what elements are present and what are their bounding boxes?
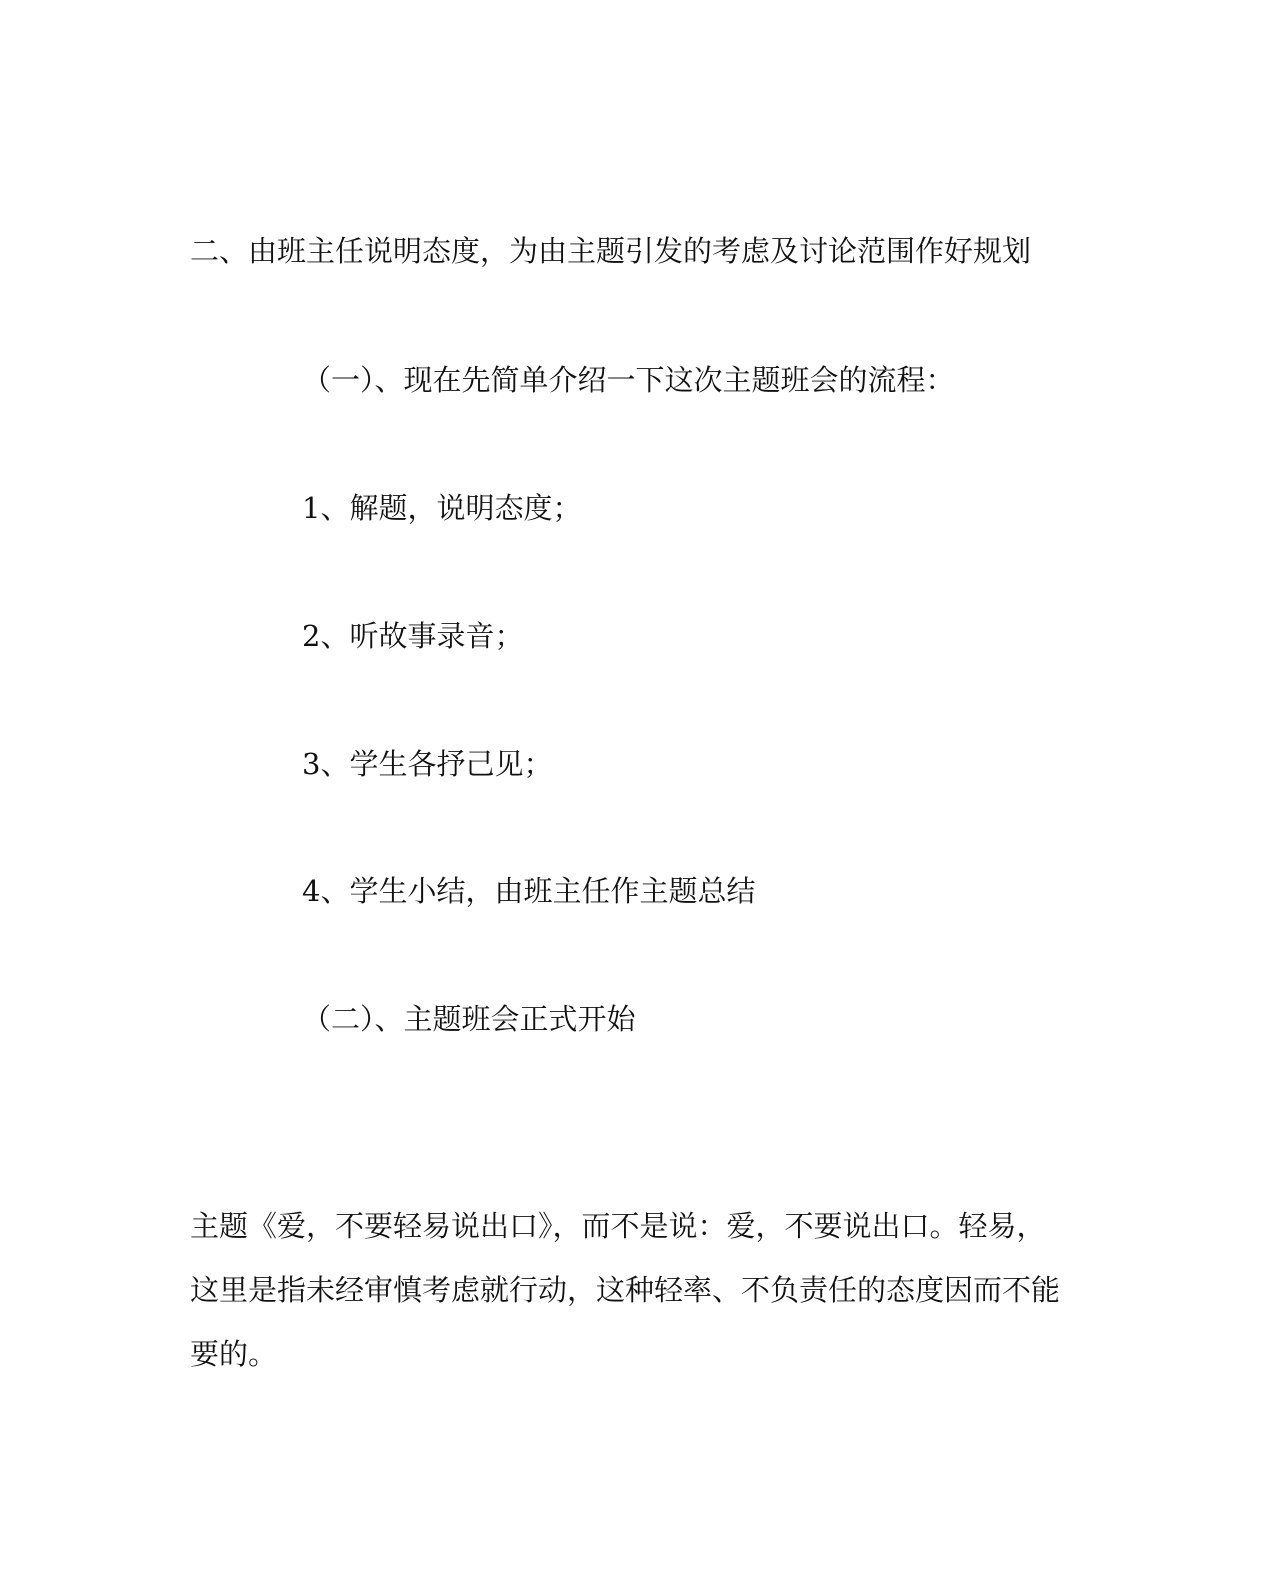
paragraph-line: 要的。: [190, 1337, 278, 1371]
section-heading: 二、由班主任说明态度，为由主题引发的考虑及讨论范围作好规划: [190, 234, 1032, 268]
paragraph-line: 这里是指未经审慎考虑就行动，这种轻率、不负责任的态度因而不能: [190, 1273, 1061, 1307]
list-item: 3、学生各抒己见；: [302, 747, 553, 781]
list-item: 4、学生小结，由班主任作主题总结: [302, 874, 756, 908]
paragraph-line: 主题《爱，不要轻易说出口》，而不是说：爱，不要说出口。轻易，: [190, 1209, 1046, 1243]
body-paragraph: [190, 1194, 1070, 1386]
subsection-two-heading: （二）、主题班会正式开始: [302, 1002, 636, 1036]
subsection-one-heading: （一）、现在先简单介绍一下这次主题班会的流程：: [302, 363, 955, 397]
list-item: 2、听故事录音；: [302, 619, 524, 653]
list-item: 1、解题，说明态度；: [302, 491, 582, 525]
